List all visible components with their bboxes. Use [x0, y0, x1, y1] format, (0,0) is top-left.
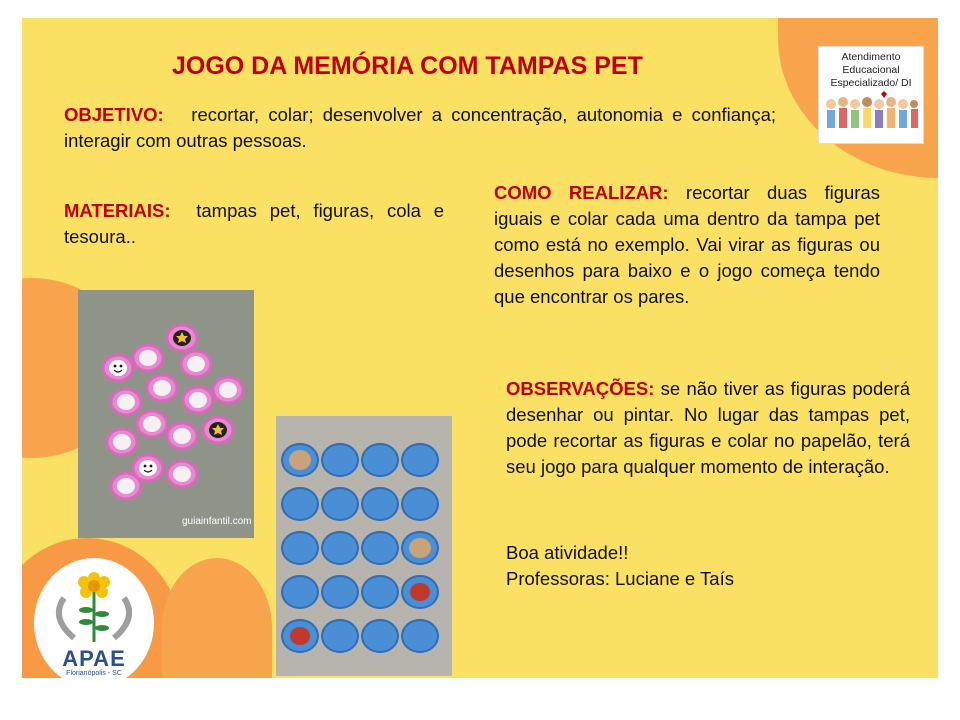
observacoes-paragraph	[506, 376, 910, 480]
teachers-text: Professoras: Luciane e Taís	[506, 568, 734, 589]
apae-name: APAE	[62, 646, 126, 671]
materiais-text: tampas pet, figuras, cola e tesoura..	[64, 200, 445, 247]
photo-caption: guiainfantil.com	[182, 516, 252, 527]
flower-icon	[34, 558, 154, 648]
como-realizar-label: COMO REALIZAR:	[494, 182, 669, 203]
blue-caps-photo	[276, 416, 452, 676]
pink-caps-illustration	[78, 290, 254, 538]
page-title: JOGO DA MEMÓRIA COM TAMPAS PET	[172, 52, 643, 80]
como-realizar-paragraph	[494, 180, 880, 310]
blue-caps-illustration	[276, 416, 452, 676]
closing-block	[506, 540, 910, 592]
apae-logo	[34, 558, 154, 678]
slide	[22, 18, 938, 678]
decorative-blob-bottom	[162, 558, 272, 678]
observacoes-label: OBSERVAÇÕES:	[506, 378, 655, 399]
aee-logo-text: Atendimento Educacional Especializado/ DI	[830, 51, 912, 89]
como-realizar-text: recortar duas figuras iguais e colar cada uma dentro da tampa pet como está no exemplo. Vai virar as figuras ou desenhos para baixo e o jogo começa tendo que encontrar os pares.	[494, 182, 880, 307]
materiais-label: MATERIAIS:	[64, 200, 171, 221]
aee-logo	[818, 46, 924, 144]
apae-city: Florianópolis - SC	[66, 670, 122, 677]
observacoes-text: se não tiver as figuras poderá desenhar ou pintar. No lugar das tampas pet, pode recortar as figuras e colar no papelão, terá seu jogo para qualquer momento de interação.	[506, 378, 910, 477]
pink-caps-photo	[78, 290, 254, 538]
objetivo-label: OBJETIVO:	[64, 104, 164, 125]
objetivo-paragraph	[64, 102, 776, 154]
objetivo-text: recortar, colar; desenvolver a concentração, autonomia e confiança; interagir com outras pessoas.	[64, 104, 776, 151]
closing-text: Boa atividade!!	[506, 542, 629, 563]
materiais-paragraph	[64, 198, 444, 250]
children-illustration	[823, 90, 919, 140]
